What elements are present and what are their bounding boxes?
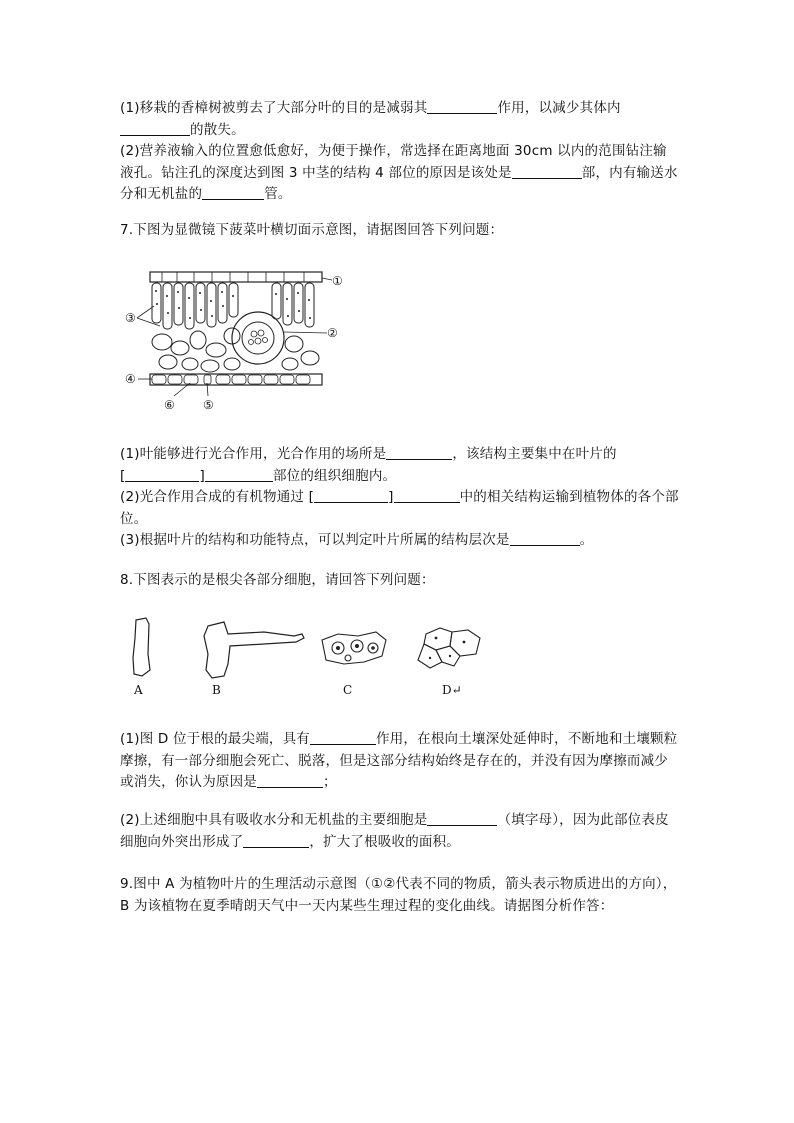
answer-blank[interactable] bbox=[125, 467, 199, 482]
cell-a bbox=[133, 618, 150, 676]
answer-blank[interactable] bbox=[510, 531, 580, 546]
answer-blank[interactable] bbox=[314, 488, 388, 503]
q6-part1 bbox=[120, 98, 680, 141]
cell-label-c: C bbox=[343, 683, 353, 697]
q8-p2-text-b: （填字母），因为此部位表皮细胞向外突出形成了 bbox=[120, 812, 669, 850]
q6-p1-text-c: 的散失。 bbox=[190, 121, 245, 138]
cell-label-d: D↵ bbox=[442, 683, 462, 697]
q7-p3-text-a: (3)根据叶片的结构和功能特点，可以判定叶片所属的结构层次是 bbox=[120, 532, 510, 548]
q6-p1-text-b: 作用，以减少其体内 bbox=[497, 100, 621, 116]
q7-part1 bbox=[120, 444, 680, 487]
q7-p3-text-b: 。 bbox=[579, 532, 594, 548]
q7-p1-bracket-open: [ bbox=[120, 467, 126, 484]
leaf-label-3: ③ bbox=[125, 311, 136, 325]
answer-blank[interactable] bbox=[120, 121, 190, 136]
q7-part2 bbox=[120, 487, 680, 530]
answer-blank[interactable] bbox=[202, 185, 264, 200]
cell-label-b: B bbox=[212, 683, 221, 697]
cell-c bbox=[322, 632, 386, 664]
answer-blank[interactable] bbox=[257, 773, 323, 788]
leaf-label-2: ② bbox=[327, 326, 338, 340]
answer-blank[interactable] bbox=[243, 833, 309, 848]
cell-b bbox=[204, 622, 304, 678]
q6-p2-text-b: 部，内有输送水分和无机盐的 bbox=[120, 164, 678, 202]
answer-blank[interactable] bbox=[386, 445, 452, 460]
q8-title: 8.下图表示的是根尖各部分细胞，请回答下列问题： bbox=[120, 572, 435, 588]
q8-part1 bbox=[120, 729, 680, 794]
answer-blank[interactable] bbox=[512, 164, 582, 179]
root-tip-cells-figure bbox=[124, 614, 494, 686]
q6-part2 bbox=[120, 141, 680, 206]
cell-label-a: A bbox=[134, 683, 143, 697]
leaf-label-4: ④ bbox=[125, 372, 136, 386]
q7-p1-text-e: 部位的组织细胞内。 bbox=[272, 467, 397, 484]
q7-p2-text-a: (2)光合作用合成的有机物通过 [ bbox=[120, 489, 315, 505]
leaf-label-6: ⑥ bbox=[164, 398, 175, 412]
answer-blank[interactable] bbox=[394, 488, 460, 503]
leaf-label-1: ① bbox=[332, 274, 343, 288]
q6-p2-text-c: 管。 bbox=[264, 186, 292, 202]
q7-p2-text-b: ] bbox=[388, 489, 394, 505]
answer-blank[interactable] bbox=[310, 730, 376, 745]
q7-p2-text-c: 中的相关结构运输到植物体的各个部位。 bbox=[120, 489, 679, 527]
answer-blank[interactable] bbox=[427, 99, 497, 114]
q7-part3 bbox=[120, 530, 680, 552]
q6-p1-text-a: (1)移栽的香樟树被剪去了大部分叶的目的是减弱其 bbox=[120, 100, 428, 116]
cell-d bbox=[418, 628, 480, 668]
q8-p1-text-b: 作用，在根向土壤深处延伸时，不断地和土壤颗粒摩擦，有一部分细胞会死亡、脱落，但是这部分结构始终是存在的，并没有因为摩擦而减少或消失，你认为原因是 bbox=[120, 731, 678, 790]
answer-blank[interactable] bbox=[427, 811, 497, 826]
q8-part2 bbox=[120, 810, 680, 853]
q7-p1-text-b: ，该结构主要集中在叶片的 bbox=[452, 446, 617, 462]
q7-p1-bracket-close: ] bbox=[199, 467, 205, 484]
q8-p1-text-a: (1)图 D 位于根的最尖端，具有 bbox=[120, 731, 311, 747]
q7-p1-text-a: (1)叶能够进行光合作用，光合作用的场所是 bbox=[120, 446, 387, 462]
q7-title: 7.下图为显微镜下菠菜叶横切面示意图，请据图回答下列问题： bbox=[120, 222, 504, 238]
leaf-cross-section-figure bbox=[122, 266, 354, 416]
q8-p2-text-c: ，扩大了根吸收的面积。 bbox=[309, 833, 461, 850]
q6-p2-text-a: (2)营养液输入的位置愈低愈好，为便于操作，常选择在距离地面 30cm 以内的范围钻注输液孔。钻注孔的深度达到图 3 中茎的结构 4 部位的原因是该处是 bbox=[120, 143, 667, 181]
q8-p1-text-c: ； bbox=[323, 774, 337, 790]
q8-p2-text-a: (2)上述细胞中具有吸收水分和无机盐的主要细胞是 bbox=[120, 812, 428, 828]
leaf-label-5: ⑤ bbox=[203, 398, 214, 412]
answer-blank[interactable] bbox=[205, 467, 273, 482]
q9-text: 9.图中 A 为植物叶片的生理活动示意图（①②代表不同的物质，箭头表示物质进出的方向），B 为该植物在夏季晴朗天气中一天内某些生理过程的变化曲线。请据图分析作答： bbox=[120, 876, 677, 914]
